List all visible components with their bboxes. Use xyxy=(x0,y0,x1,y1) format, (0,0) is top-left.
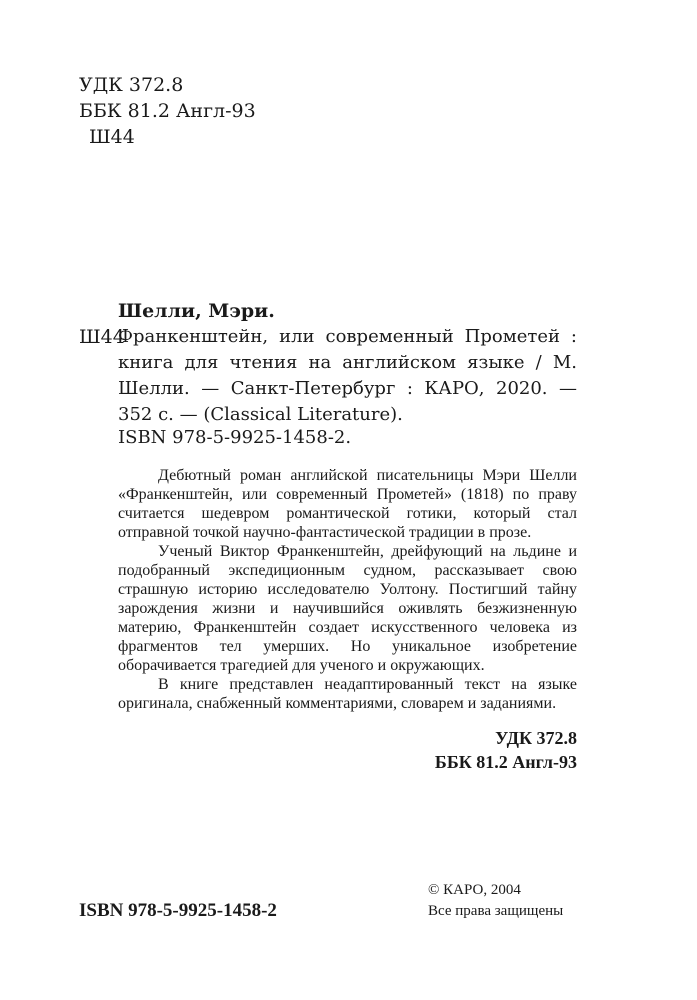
annotation-paragraph: В книге представлен неадаптированный текст на языке оригинала, снабженный комментариями, словарем и заданиями. xyxy=(118,676,577,712)
annotation-paragraph: Дебютный роман английской писательницы Мэри Шелли «Франкенштейн, или современный Прометей» (1818) по праву считается шедевром романтической готики, который стал отправной точкой научно-фантастической традиции в прозе. xyxy=(118,467,577,541)
bbk-code-bold: ББК 81.2 Англ-93 xyxy=(434,752,577,772)
udk-code-bold: УДК 372.8 xyxy=(495,728,577,748)
record-isbn: ISBN 978-5-9925-1458-2. xyxy=(118,427,352,448)
isbn-bottom: ISBN 978-5-9925-1458-2 xyxy=(79,900,277,921)
record-code: Ш44 xyxy=(79,326,125,348)
classification-codes-bold xyxy=(435,726,577,774)
annotation-paragraph: Ученый Виктор Франкенштейн, дрейфующий на льдине и подобранный экспедиционным судном, рассказывает свою страшную историю исследователю Уолтону. Постигший тайну зарождения жизни и научившийся оживлять безжизненную материю, Франкенштейн создает искусственного человека из фрагментов тел умерших. Но уникальное изобретение оборачивается трагедией для ученого и окружающих. xyxy=(118,543,577,674)
udk-code: УДК 372.8 xyxy=(79,74,184,96)
author-name: Шелли, Мэри. xyxy=(118,300,275,322)
annotation xyxy=(118,466,577,713)
classification-codes xyxy=(79,72,256,150)
author-code: Ш44 xyxy=(89,126,135,148)
copyright-notice: © КАРО, 2004 xyxy=(428,882,521,898)
bibliographic-description: Франкенштейн, или современный Прометей : книга для чтения на английском языке / М. Шелли. — Санкт-Петербург : КАРО, 2020. — 352 с. — (Classical Literature). xyxy=(118,326,577,425)
copyright-block xyxy=(428,880,563,922)
bbk-code: ББК 81.2 Англ-93 xyxy=(79,100,256,122)
rights-notice: Все права защищены xyxy=(428,903,564,919)
